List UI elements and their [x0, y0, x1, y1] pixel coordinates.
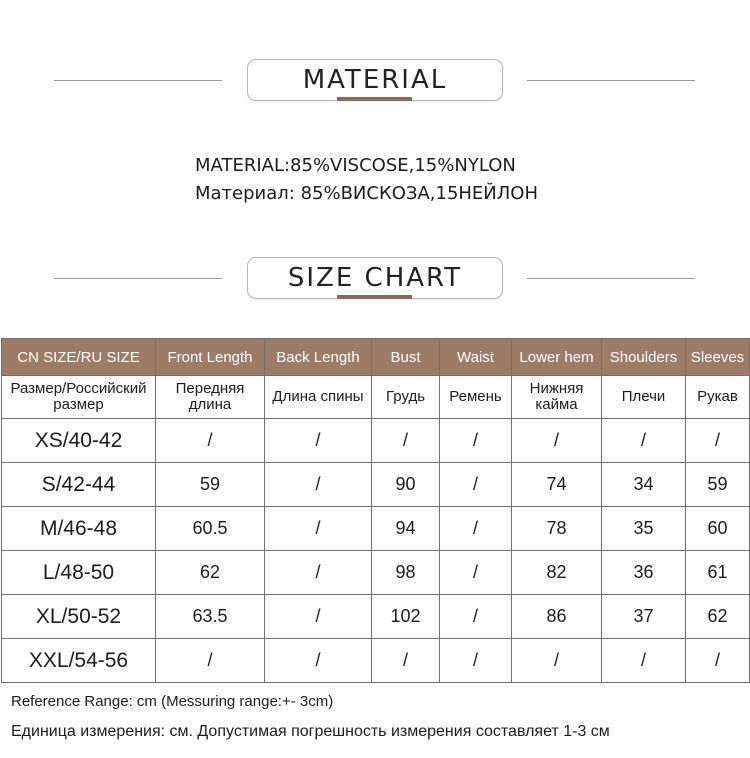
waist-cell: / — [440, 595, 512, 639]
waist-cell: / — [440, 551, 512, 595]
header-ru-lower-hem: Нижняя кайма — [512, 376, 602, 419]
reference-range-note: Reference Range: cm (Messuring range:+- 3cm) — [11, 693, 334, 710]
front-length-cell: 63.5 — [156, 595, 265, 639]
back-length-cell: / — [265, 551, 372, 595]
front-length-cell: 60.5 — [156, 507, 265, 551]
material-title-text: MATERIAL — [302, 65, 448, 95]
header-shoulders: Shoulders — [602, 339, 686, 376]
lower-hem-cell: / — [512, 419, 602, 463]
size-cell: XS/40-42 — [2, 419, 156, 463]
header-front-length: Front Length — [156, 339, 265, 376]
title-accent-bar — [337, 295, 412, 299]
header-ru-waist: Ремень — [440, 376, 512, 419]
shoulders-cell: 36 — [602, 551, 686, 595]
material-en-value: 85%VISCOSE,15%NYLON — [290, 155, 516, 176]
front-length-cell: / — [156, 419, 265, 463]
size-cell: XXL/54-56 — [2, 639, 156, 683]
header-row-english — [2, 339, 750, 376]
back-length-cell: / — [265, 595, 372, 639]
size-cell: XL/50-52 — [2, 595, 156, 639]
back-length-cell: / — [265, 639, 372, 683]
lower-hem-cell: / — [512, 639, 602, 683]
shoulders-cell: 35 — [602, 507, 686, 551]
waist-cell: / — [440, 463, 512, 507]
bust-cell: 90 — [372, 463, 440, 507]
front-length-cell: / — [156, 639, 265, 683]
back-length-cell: / — [265, 507, 372, 551]
waist-cell: / — [440, 639, 512, 683]
bust-cell: / — [372, 639, 440, 683]
material-en-label: MATERIAL: — [195, 155, 291, 176]
left-divider — [54, 278, 222, 279]
header-ru-front-length: Передняя длина — [156, 376, 265, 419]
shoulders-cell: / — [602, 639, 686, 683]
header-ru-bust: Грудь — [372, 376, 440, 419]
header-row-russian — [2, 376, 750, 419]
table-row — [2, 551, 750, 595]
front-length-cell: 59 — [156, 463, 265, 507]
size-chart-title — [247, 257, 503, 299]
front-length-cell: 62 — [156, 551, 265, 595]
header-ru-shoulders: Плечи — [602, 376, 686, 419]
header-ru-sleeves: Рукав — [686, 376, 750, 419]
sleeves-cell: 62 — [686, 595, 750, 639]
sleeves-cell: 61 — [686, 551, 750, 595]
sleeves-cell: 59 — [686, 463, 750, 507]
table-row — [2, 419, 750, 463]
material-composition — [195, 152, 538, 208]
header-back-length: Back Length — [265, 339, 372, 376]
table-row — [2, 639, 750, 683]
lower-hem-cell: 78 — [512, 507, 602, 551]
shoulders-cell: 37 — [602, 595, 686, 639]
size-chart-section-header — [0, 257, 750, 305]
sleeves-cell: / — [686, 639, 750, 683]
header-ru-size: Размер/Российский размер — [2, 376, 156, 419]
bust-cell: / — [372, 419, 440, 463]
right-divider — [527, 80, 695, 81]
table-row — [2, 507, 750, 551]
left-divider — [54, 80, 222, 81]
shoulders-cell: 34 — [602, 463, 686, 507]
material-ru — [195, 180, 538, 208]
header-lower-hem: Lower hem — [512, 339, 602, 376]
back-length-cell: / — [265, 419, 372, 463]
right-divider — [527, 278, 695, 279]
waist-cell: / — [440, 507, 512, 551]
sleeves-cell: 60 — [686, 507, 750, 551]
bust-cell: 98 — [372, 551, 440, 595]
size-chart-table — [1, 338, 750, 683]
waist-cell: / — [440, 419, 512, 463]
header-cn-size: CN SIZE/RU SIZE — [2, 339, 156, 376]
material-ru-label: Материал: — [195, 183, 295, 204]
bust-cell: 102 — [372, 595, 440, 639]
title-accent-bar — [337, 97, 412, 101]
header-waist: Waist — [440, 339, 512, 376]
back-length-cell: / — [265, 463, 372, 507]
table-row — [2, 595, 750, 639]
size-cell: M/46-48 — [2, 507, 156, 551]
size-cell: L/48-50 — [2, 551, 156, 595]
header-bust: Bust — [372, 339, 440, 376]
lower-hem-cell: 82 — [512, 551, 602, 595]
header-sleeves: Sleeves — [686, 339, 750, 376]
material-ru-value: 85%ВИСКОЗА,15НЕЙЛОН — [300, 183, 539, 204]
size-cell: S/42-44 — [2, 463, 156, 507]
lower-hem-cell: 74 — [512, 463, 602, 507]
table-row — [2, 463, 750, 507]
lower-hem-cell: 86 — [512, 595, 602, 639]
size-chart-title-text: SIZE CHART — [287, 263, 463, 293]
material-en — [195, 152, 538, 180]
shoulders-cell: / — [602, 419, 686, 463]
material-title — [247, 59, 503, 101]
header-ru-back-length: Длина спины — [265, 376, 372, 419]
bust-cell: 94 — [372, 507, 440, 551]
measurement-unit-note: Единица измерения: см. Допустимая погрешность измерения составляет 1-3 см — [11, 723, 610, 740]
material-section-header — [0, 59, 750, 107]
sleeves-cell: / — [686, 419, 750, 463]
